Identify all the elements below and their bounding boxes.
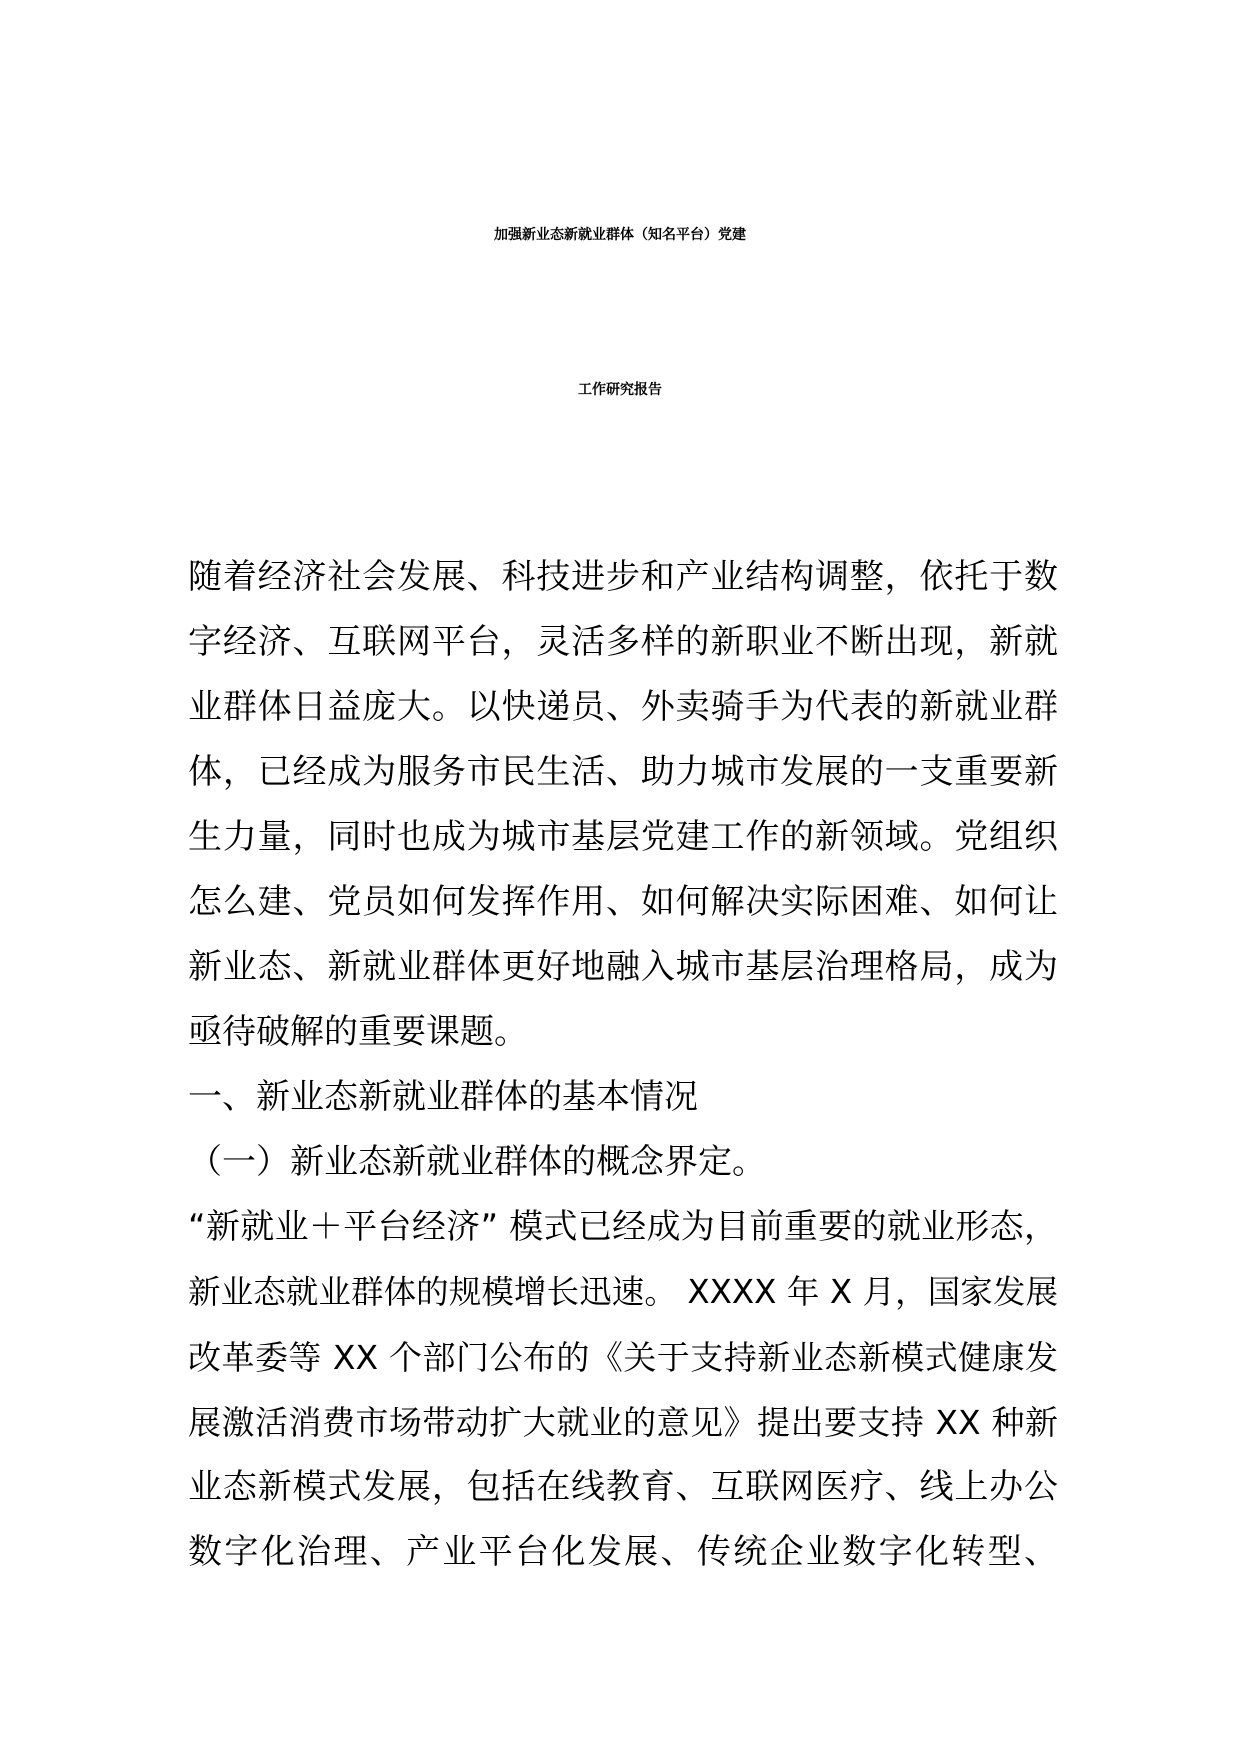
body-line: 展激活消费市场带动扩大就业的意见》提出要支持 XX 种新: [188, 1403, 1058, 1442]
body-line: 体，已经成为服务市民生活、助力城市发展的一支重要新: [188, 752, 1058, 792]
body-line: 生力量，同时也成为城市基层党建工作的新领域。党组织: [188, 817, 1058, 857]
body-line: 业态新模式发展，包括在线教育、互联网医疗、线上办公: [188, 1467, 1058, 1507]
document-title-line-1: 加强新业态新就业群体（知名平台）党建: [494, 227, 746, 243]
body-line: 随着经济社会发展、科技进步和产业结构调整，依托于数: [188, 557, 1058, 597]
body-line: “新就业＋平台经济” 模式已经成为目前重要的就业形态，: [188, 1207, 1058, 1247]
body-line: 新业态、新就业群体更好地融入城市基层治理格局，成为: [188, 947, 1058, 987]
document-title-line-2: 工作研究报告: [578, 382, 662, 398]
body-line: 亟待破解的重要课题。: [188, 1012, 528, 1052]
document-body: [188, 545, 1058, 1585]
subsection-heading: （一）新业态新就业群体的概念界定。: [188, 1142, 766, 1182]
body-line: 改革委等 XX 个部门公布的《关于支持新业态新模式健康发: [188, 1338, 1058, 1377]
body-line: 业群体日益庞大。以快递员、外卖骑手为代表的新就业群: [188, 687, 1058, 727]
section-heading: 一、新业态新就业群体的基本情况: [188, 1077, 698, 1117]
body-line: 字经济、互联网平台，灵活多样的新职业不断出现，新就: [188, 622, 1058, 662]
body-line: 新业态就业群体的规模增长迅速。 XXXX 年 X 月，国家发展: [188, 1273, 1058, 1311]
body-line: 怎么建、党员如何发挥作用、如何解决实际困难、如何让: [188, 882, 1058, 922]
body-line: 数字化治理、产业平台化发展、传统企业数字化转型、: [188, 1532, 1058, 1572]
